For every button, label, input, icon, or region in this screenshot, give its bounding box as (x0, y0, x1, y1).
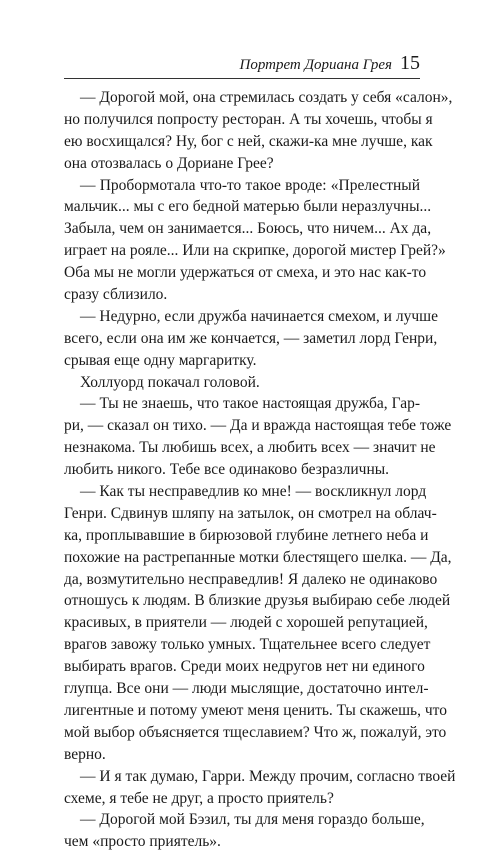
page-header (240, 52, 421, 75)
text-line: Генри. Сдвинув шляпу на затылок, он смотрел на облач- (64, 504, 437, 522)
text-line: чем «просто приятель». (64, 833, 221, 851)
text-line: врагов завожу только умных. Тщательнее всего следует (64, 636, 431, 654)
text-line: — Дорогой мой Бэзил, ты для меня гораздо больше, (80, 811, 425, 829)
text-line: она отозвалась о Дориане Грее? (64, 154, 274, 172)
text-line: лигентные и потому умеют меня ценить. Ты скажешь, что (64, 701, 447, 719)
text-line: Холлуорд покачал головой. (80, 373, 260, 391)
text-line: — Пробормотала что-то такое вроде: «Прелестный (80, 176, 420, 194)
header-rule (64, 78, 420, 79)
text-line: ка, проплывавшие в бирюзовой глубине летнего неба и (64, 526, 429, 544)
text-line: отношусь к людям. В близкие друзья выбираю себе людей (64, 592, 451, 610)
text-line: Оба мы не могли удержаться от смеха, и это нас как-то (64, 264, 427, 282)
body-text (64, 87, 456, 853)
text-line: похожие на растрепанные мотки блестящего шелка. — Да, (64, 548, 452, 566)
text-line: ею восхищался? Ну, бог с ней, скажи-ка мне лучше, как (64, 132, 433, 150)
text-line: всего, если она им же кончается, — заметил лорд Генри, (64, 329, 438, 347)
text-line: любить никого. Тебе все одинаково безразличны. (64, 461, 390, 479)
text-line: срывая еще одну маргаритку. (64, 351, 257, 369)
text-line: играет на рояле... Или на скрипке, дорогой мистер Грей?» (64, 242, 446, 260)
text-line: — Дорогой мой, она стремилась создать у себя «салон», (80, 89, 453, 106)
text-line: глупца. Все они — люди мыслящие, достаточно интел- (64, 680, 429, 698)
text-line: — Недурно, если дружба начинается смехом, и лучше (80, 307, 438, 325)
running-title: Портрет Дориана Грея (239, 57, 392, 73)
text-line: ри, — сказал он тихо. — Да и вражда настоящая тебе тоже (64, 417, 452, 435)
text-line: незнакома. Ты любишь всех, а любить всех — значит не (64, 439, 436, 457)
text-line: — И я так думаю, Гарри. Между прочим, согласно твоей (80, 767, 456, 785)
text-line: схеме, я тебе не друг, а просто приятель? (64, 789, 334, 807)
text-line: — Ты не знаешь, что такое настоящая дружба, Гар- (80, 395, 420, 413)
page-number: 15 (400, 52, 420, 74)
text-line: сразу сблизило. (64, 286, 168, 304)
text-line: красивых, в приятели — людей с хорошей репутацией, (64, 614, 428, 632)
text-line: выбирать врагов. Среди моих недругов нет ни единого (64, 658, 425, 676)
text-line: мальчик... мы с его бедной матерью были неразлучны... (64, 198, 432, 216)
text-line: мой выбор объясняется тщеславием? Что ж, пожалуй, это (64, 723, 447, 741)
text-line: верно. (64, 745, 106, 763)
text-line: — Как ты несправедлив ко мне! — воскликнул лорд (80, 483, 427, 501)
text-line: Забыла, чем он занимается... Боюсь, что ничем... Ах да, (64, 220, 432, 238)
text-line: да, возмутительно несправедлив! Я далеко не одинаково (64, 570, 438, 588)
text-line: но получился попросту ресторан. А ты хочешь, чтобы я (64, 110, 433, 128)
